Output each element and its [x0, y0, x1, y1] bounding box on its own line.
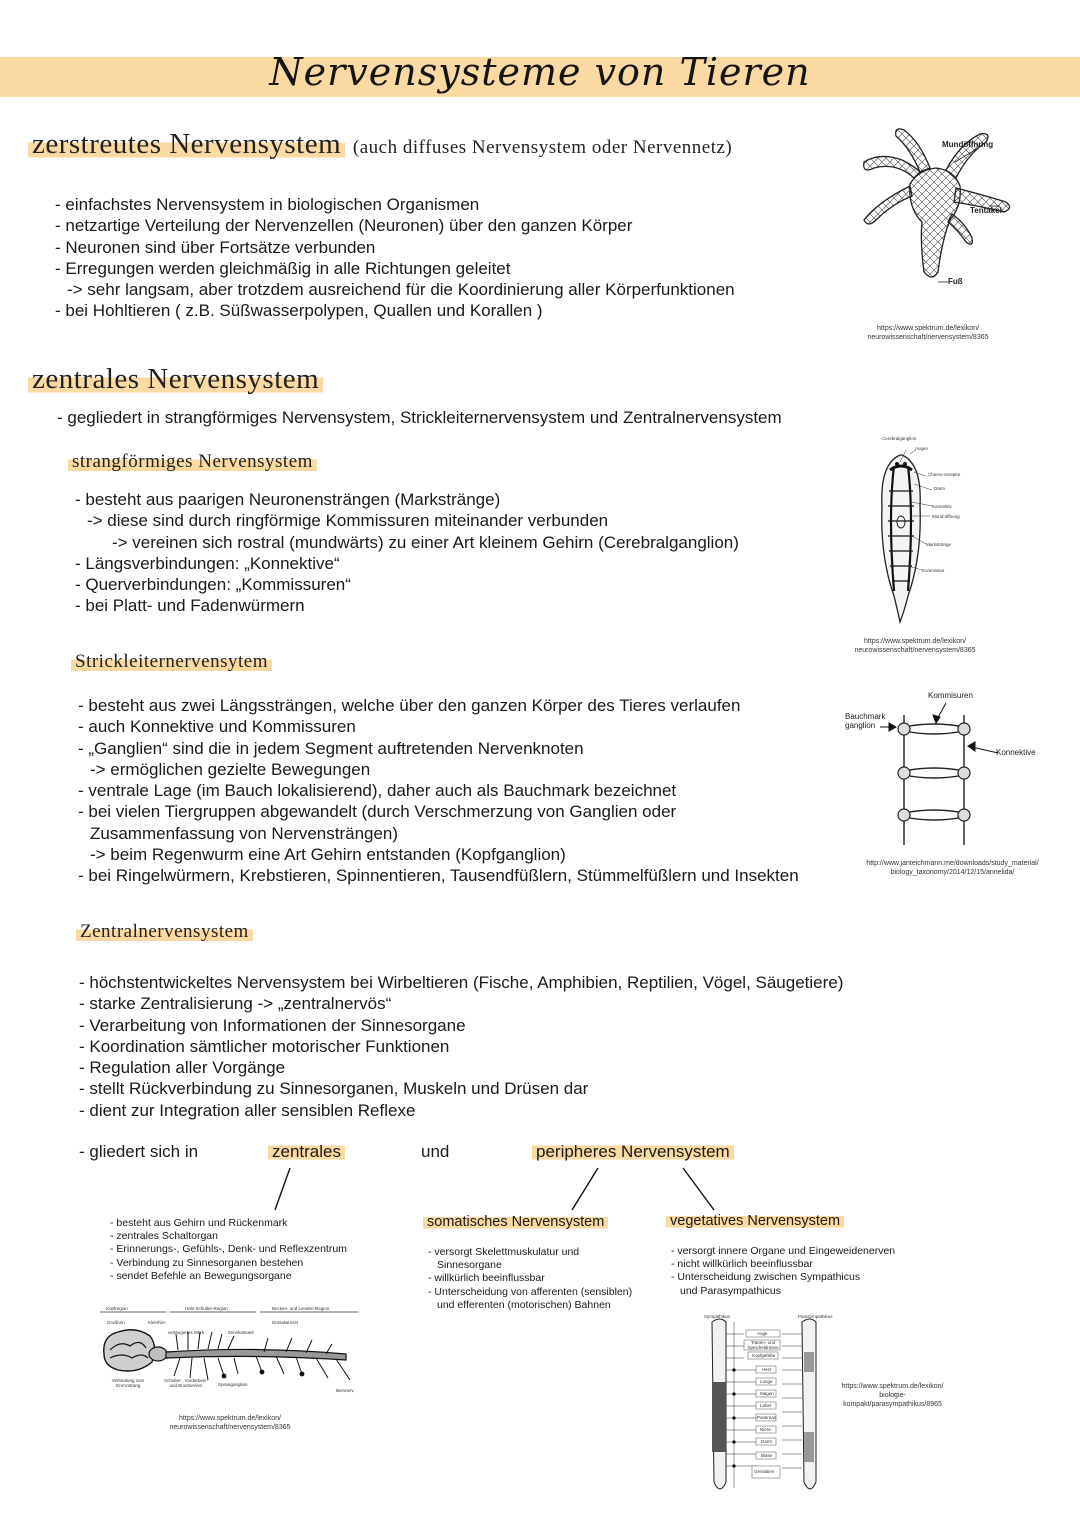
heading-strick — [71, 651, 272, 673]
list-item: - besteht aus zwei Längssträngen, welche über den ganzen Körper des Tieres verlaufen — [78, 696, 741, 715]
label-kommisuren: Kommisuren — [928, 691, 973, 700]
split-central-text: zentrales — [268, 1142, 345, 1161]
list-item: - besteht aus paarigen Neuronensträngen (Markstränge) — [75, 490, 501, 509]
list-item: Zusammenfassung von Nervensträngen) — [90, 823, 399, 843]
source-strick: http://www.janteichmann.me/downloads/study_material/ biology_taxonomy/2014/12/15/annelida/ — [866, 860, 1039, 876]
label-blase: Blase — [761, 1453, 773, 1458]
hydra-tentacle — [864, 156, 920, 178]
list-item: - Querverbindungen: „Kommissuren“ — [75, 575, 351, 595]
strang-list — [75, 489, 739, 617]
label-grenzstrang: Verbindung zum Grenzstrang — [111, 1378, 145, 1388]
split-lines — [0, 1160, 1080, 1220]
list-item: - stellt Rückverbindung zu Sinnesorganen, Muskeln und Drüsen dar — [79, 1079, 589, 1099]
list-item: - Neuronen sind über Fortsätze verbunden — [55, 237, 376, 257]
flatworm-figure — [860, 436, 970, 626]
list-item: - zentrales Schaltorgan — [110, 1230, 218, 1243]
list-item: - Regulation aller Vorgänge — [79, 1058, 286, 1078]
label-becken-lenden: Becken- und Lenden-Region — [272, 1306, 330, 1311]
diffuse-list — [55, 194, 735, 322]
source-diffuse: https://www.spektrum.de/lexikon/ neurowissenschaft/nervensystem/8365 — [867, 325, 989, 341]
list-item: - besteht aus Gehirn und Rückenmark — [110, 1217, 288, 1229]
list-item: - versorgt innere Organe und Eingeweidenerven — [671, 1245, 896, 1257]
heading-strang — [68, 451, 317, 473]
label-niere: Niere — [760, 1427, 771, 1432]
label-kleinhirn: Kleinhirn — [148, 1320, 166, 1325]
label-parasympathikus: Parasympathikus — [798, 1314, 833, 1319]
list-item: - bei Ringelwürmern, Krebstieren, Spinnentieren, Tausendfüßlern, Stümmelfüßlern und Insekten — [78, 866, 799, 886]
label-bauchmark-ganglion: Bauchmark ganglion — [845, 712, 886, 730]
heading-diffuse-subtitle: (auch diffuses Nervensystem oder Nervennetz) — [352, 137, 733, 158]
list-item: - ventrale Lage (im Bauch lokalisierend), daher auch als Bauchmark bezeichnet — [78, 781, 677, 801]
label-cerebralganglion: Cerebralganglion — [882, 436, 917, 441]
split-central — [268, 1142, 345, 1162]
label-hals-schulter: Hals-Schulter-Region — [185, 1306, 228, 1311]
heading-somatic — [423, 1214, 608, 1230]
hydra-tentacle — [948, 214, 972, 244]
label-kopfregion: Kopfregion — [106, 1306, 128, 1311]
label-darm: Darm — [934, 486, 945, 491]
label-zervikalmark: Zervikalmark — [228, 1330, 254, 1335]
list-item: -> vereinen sich rostral (mundwärts) zu einer Art kleinem Gehirn (Cerebralganglion) — [112, 532, 739, 552]
list-item: und Parasympathicus — [680, 1284, 781, 1297]
list-item: - bei vielen Tiergruppen abgewandelt (durch Verschmerzung von Ganglien oder — [78, 802, 677, 822]
list-item: Sinnesorgane — [437, 1259, 502, 1272]
label-kopfgefaesse: Kopfgefäße — [752, 1353, 776, 1358]
label-mundoeffnung-worm: Mund-öffnung — [932, 514, 960, 519]
source-vegetative: https://www.spektrum.de/lexikon/ biologie-kompakt/parasympathikus/8965 — [841, 1383, 944, 1408]
heading-strick-text: Strickleiternervensytem — [71, 651, 272, 672]
heading-zns — [76, 921, 253, 943]
list-item: - auch Konnektive und Kommissuren — [78, 717, 356, 737]
label-chemorezeptor: Chemo-rezeptor — [928, 472, 961, 477]
heading-central-text: zentrales Nervensystem — [28, 363, 323, 395]
label-sympathikus: Sympathikus — [704, 1314, 730, 1319]
strick-list — [78, 695, 799, 887]
label-lunge: Lunge — [760, 1379, 773, 1384]
list-item: - bei Platt- und Fadenwürmern — [75, 596, 305, 616]
label-brustnerven: Schulter-, Vorderbein- und Brustnerven — [164, 1378, 208, 1388]
heading-diffuse — [28, 128, 732, 161]
label-magen: Magen — [760, 1391, 774, 1396]
label-markstraenge: Markstränge — [926, 542, 952, 547]
list-item: - sendet Befehle an Bewegungsorgane — [110, 1269, 292, 1282]
central-intro — [57, 407, 782, 428]
list-item: - höchstentwickeltes Nervensystem bei Wirbeltieren (Fische, Amphibien, Reptilien, Vögel, Säugetiere) — [79, 973, 844, 992]
source-cns: https://www.spektrum.de/lexikon/ neurowissenschaft/nervensystem/8365 — [169, 1415, 291, 1431]
somatic-list — [428, 1246, 632, 1312]
heading-somatic-text: somatisches Nervensystem — [423, 1214, 608, 1230]
label-genitalien: Genitalien — [754, 1469, 775, 1474]
list-item: -> diese sind durch ringförmige Kommissuren miteinander verbunden — [87, 511, 609, 531]
list-item: und efferenten (motorischen) Bahnen — [437, 1298, 611, 1311]
list-item: -> ermöglichen gezielte Bewegungen — [90, 759, 371, 779]
list-item: - netzartige Verteilung der Nervenzellen (Neuronen) über den ganzen Körper — [55, 216, 633, 236]
label-herz: Herz — [762, 1367, 772, 1372]
list-item: - nicht willkürlich beeinflussbar — [671, 1258, 813, 1271]
list-item: - dient zur Integration aller sensiblen Reflexe — [79, 1100, 416, 1120]
ladder-figure — [880, 695, 1000, 850]
list-item: -> beim Regenwurm eine Art Gehirn entstanden (Kopfganglion) — [90, 845, 566, 865]
heading-vegetative — [666, 1213, 844, 1229]
label-dorsalwurzel: Dorsalwurzel — [272, 1320, 299, 1325]
label-leber: Leber — [760, 1403, 772, 1408]
list-item: - einfachstes Nervensystem in biologischen Organismen — [55, 195, 480, 214]
label-darm-veg: Darm — [761, 1439, 772, 1444]
split-and: und — [421, 1142, 450, 1161]
list-item: - versorgt Skelettmuskulatur und — [428, 1246, 580, 1258]
list-item: - Erinnerungs-, Gefühls-, Denk- und Reflexzentrum — [110, 1243, 347, 1256]
label-beinnerv: Beinnerv — [336, 1388, 354, 1393]
label-traenen: Tränen- und Speicheldrüsen — [747, 1340, 779, 1350]
source-strang: https://www.spektrum.de/lexikon/ neurowissenschaft/nervensystem/8365 — [854, 638, 976, 654]
list-item: - Unterscheidung von afferenten (sensiblen) — [428, 1285, 633, 1298]
brain — [104, 1330, 155, 1371]
list-item: - Koordination sämtlicher motorischer Funktionen — [79, 1036, 450, 1056]
list-item: - willkürlich beeinflussbar — [428, 1272, 545, 1285]
split-lead: - gliedert sich in — [79, 1142, 199, 1161]
label-konnektiv: Konnektiv — [932, 504, 952, 509]
spinal-cord — [166, 1349, 346, 1360]
list-item: - „Ganglien“ sind die in jedem Segment auftretenden Nervenknoten — [78, 738, 584, 758]
page-title: Nervensysteme von Tieren — [269, 50, 811, 94]
list-item: - starke Zentralisierung -> „zentralnervös“ — [79, 994, 392, 1014]
label-spinalganglion: Spinalganglion — [218, 1382, 248, 1387]
list-item: - Verarbeitung von Informationen der Sinnesorgane — [79, 1015, 466, 1035]
label-pankreas: Pankreas — [757, 1415, 777, 1420]
label-verlaengertes-mark: verlängertes Mark — [168, 1330, 205, 1335]
hydra-tentacle — [864, 186, 912, 224]
list-item: -> sehr langsam, aber trotzdem ausreichend für die Koordinierung aller Körperfunktionen — [67, 280, 735, 300]
list-item: - Erregungen werden gleichmäßig in alle Richtungen geleitet — [55, 258, 511, 278]
heading-strang-text: strangförmiges Nervensystem — [68, 451, 317, 472]
list-item: - bei Hohltieren ( z.B. Süßwasserpolypen, Quallen und Korallen ) — [55, 301, 543, 321]
heading-central — [28, 363, 323, 396]
label-grosshirn: Großhirn — [107, 1320, 125, 1325]
heading-diffuse-text: zerstreutes Nervensystem — [28, 128, 345, 160]
list-item: - Längsverbindungen: „Konnektive“ — [75, 553, 340, 573]
list-item: - Unterscheidung zwischen Sympathicus — [671, 1271, 861, 1284]
label-augen: Augen — [915, 446, 929, 451]
heading-zns-text: Zentralnervensystem — [76, 921, 253, 942]
split-peripheral — [532, 1142, 734, 1162]
flatworm-body — [882, 455, 921, 622]
list-item: - Verbindung zu Sinnesorganen bestehen — [110, 1256, 304, 1269]
heading-vegetative-text: vegetatives Nervensystem — [666, 1213, 844, 1229]
zns-list — [79, 972, 843, 1121]
vegetative-list — [671, 1245, 895, 1298]
label-fuss: Fuß — [948, 277, 963, 286]
label-auge: Auge — [757, 1331, 768, 1336]
label-tentakel: Tentakel — [970, 206, 1002, 215]
split-peripheral-text: peripheres Nervensystem — [532, 1142, 734, 1161]
label-konnektive: Konnektive — [996, 748, 1036, 757]
label-mundoeffnung: Mundöffnung — [942, 140, 994, 149]
label-kommissur: Kommissur — [922, 568, 945, 573]
central-branch-list — [110, 1217, 347, 1283]
list-item: - gegliedert in strangförmiges Nervensystem, Strickleiternervensystem und Zentralnervensystem — [57, 408, 782, 427]
